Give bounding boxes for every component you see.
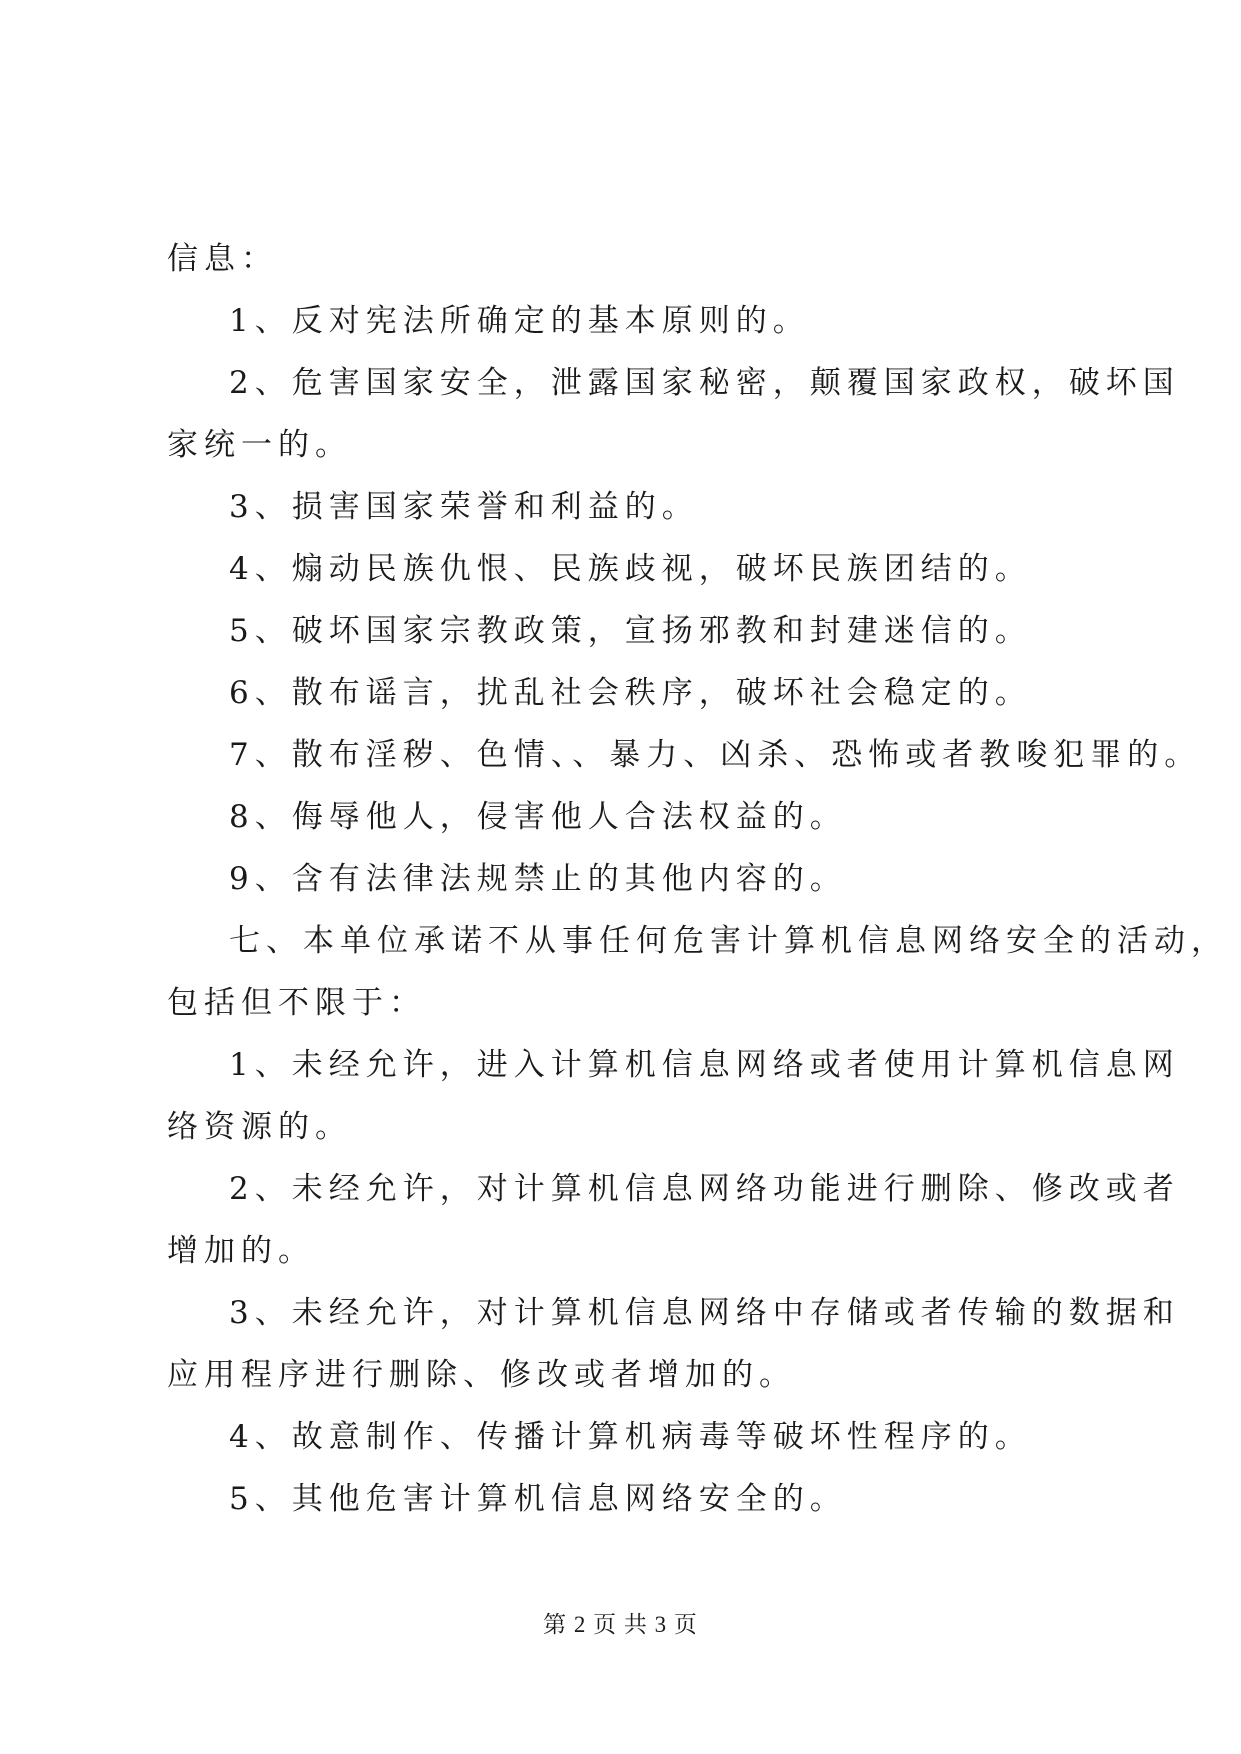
text-line: 5、破坏国家宗教政策，宣扬邪教和封建迷信的。 [229, 613, 1032, 649]
text-line: 9、含有法律法规禁止的其他内容的。 [229, 861, 847, 897]
text-line: 2、未经允许，对计算机信息网络功能进行删除、修改或者 [229, 1171, 1180, 1207]
text-line: 5、其他危害计算机信息网络安全的。 [229, 1481, 847, 1517]
text-line: 家统一的。 [167, 427, 352, 463]
text-line: 应用程序进行删除、修改或者增加的。 [167, 1357, 796, 1393]
text-line: 4、煽动民族仇恨、民族歧视，破坏民族团结的。 [229, 551, 1032, 587]
text-line: 3、未经允许，对计算机信息网络中存储或者传输的数据和 [229, 1295, 1180, 1331]
text-line: 信息： [167, 241, 278, 277]
text-line: 3、损害国家荣誉和利益的。 [229, 489, 699, 525]
text-line: 1、未经允许，进入计算机信息网络或者使用计算机信息网 [229, 1047, 1180, 1083]
text-line: 7、散布淫秽、色情、、暴力、凶杀、恐怖或者教唆犯罪的。 [229, 737, 1202, 773]
document-body [167, 228, 1228, 1530]
text-line: 七、本单位承诺不从事任何危害计算机信息网络安全的活动， [229, 923, 1228, 959]
text-line: 4、故意制作、传播计算机病毒等破坏性程序的。 [229, 1419, 1032, 1455]
text-line: 包括但不限于： [167, 985, 426, 1021]
text-line: 2、危害国家安全，泄露国家秘密，颠覆国家政权，破坏国 [229, 365, 1180, 401]
text-line: 1、反对宪法所确定的基本原则的。 [229, 303, 810, 339]
text-line: 6、散布谣言，扰乱社会秩序，破坏社会稳定的。 [229, 675, 1032, 711]
page-number-footer: 第 2 页 共 3 页 [543, 1612, 698, 1637]
text-line: 增加的。 [167, 1233, 315, 1269]
text-line: 8、侮辱他人，侵害他人合法权益的。 [229, 799, 847, 835]
text-line: 络资源的。 [167, 1109, 352, 1145]
